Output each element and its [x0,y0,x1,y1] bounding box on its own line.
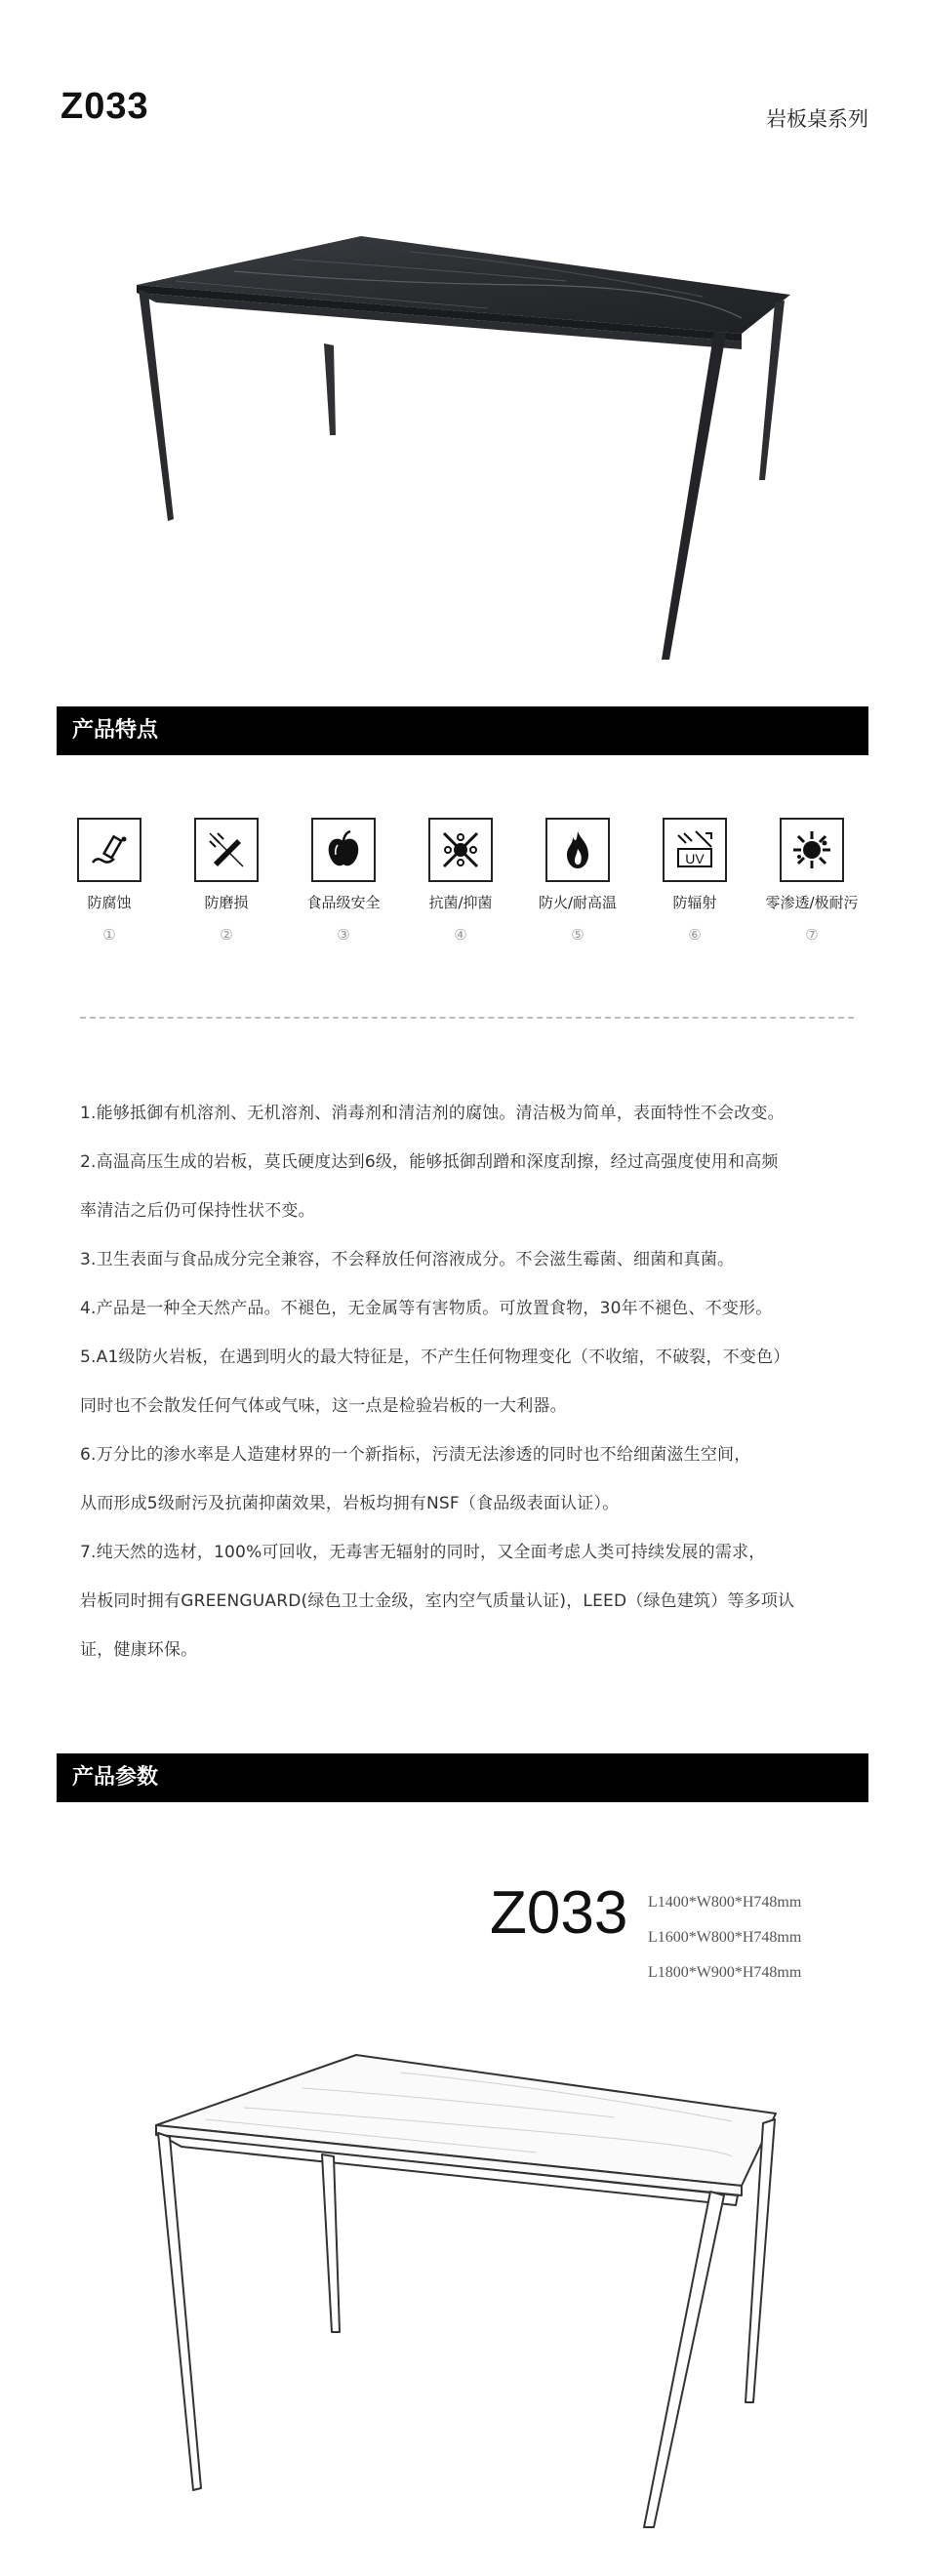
feature-label: 抗菌/抑菌 [428,894,493,911]
desc-line: 5.A1级防火岩板，在遇到明火的最大特征是，不产生任何物理变化（不收缩，不破裂，不变色） [80,1348,790,1367]
feature-anti-corrosion [51,818,168,944]
fire-resistant-icon [545,818,610,882]
feature-fire-resistant [519,818,636,944]
desc-line: 证，健康环保。 [80,1640,198,1660]
dimension-item: L1600*W800*H748mm [648,1929,802,1946]
svg-text:UV: UV [685,851,705,866]
wear-resistant-icon [194,818,259,882]
feature-label: 食品级安全 [306,894,381,911]
desc-line: 同时也不会散发任何气体或气味，这一点是检验岩板的一大利器。 [80,1396,567,1416]
feature-number: ⑤ [571,926,584,944]
feature-number: ⑦ [805,926,819,944]
feature-number: ③ [337,926,350,944]
model-title: Z033 [60,86,149,127]
desc-line: 2.高温高压生成的岩板，莫氏硬度达到6级，能够抵御刮蹭和深度刮擦，经过高强度使用和高频 [80,1152,779,1172]
feature-label: 零渗透/极耐污 [765,894,859,911]
feature-wear-resistant [168,818,285,944]
food-grade-apple-icon [311,818,376,882]
params-section-header: 产品参数 [57,1753,868,1802]
dark-marble-table-image [117,224,800,683]
feature-uv-protection [636,818,753,944]
feature-number: ① [102,926,116,944]
feature-number: ⑥ [688,926,702,944]
anti-corrosion-icon [77,818,141,882]
antibacterial-icon [428,818,493,882]
features-section-header: 产品特点 [57,706,868,755]
feature-antibacterial [402,818,519,944]
uv-protection-icon [663,818,727,882]
desc-line: 1.能够抵御有机溶剂、无机溶剂、消毒剂和清洁剂的腐蚀。清洁极为简单，表面特性不会改变。 [80,1104,785,1123]
series-name: 岩板桌系列 [766,107,868,131]
desc-line: 率清洁之后仍可保持性状不变。 [80,1201,315,1221]
feature-label: 防火/耐高温 [538,894,618,911]
dashed-divider [80,1017,854,1019]
stain-resistant-icon [780,818,844,882]
feature-description [80,1089,861,1674]
desc-line: 4.产品是一种全天然产品。不褪色，无金属等有害物质。可放置食物，30年不褪色、不变形。 [80,1299,773,1318]
desc-line: 6.万分比的渗水率是人造建材界的一个新指标，污渍无法渗透的同时也不给细菌滋生空间， [80,1445,751,1465]
desc-line: 3.卫生表面与食品成分完全兼容，不会释放任何溶液成分。不会滋生霉菌、细菌和真菌。 [80,1250,735,1269]
dimension-item: L1800*W900*H748mm [648,1964,802,1981]
feature-label: 防磨损 [204,894,249,911]
dimension-item: L1400*W800*H748mm [648,1894,802,1911]
params-model: Z033 [490,1879,628,1947]
dimension-list [648,1885,801,1991]
feature-number: ④ [454,926,467,944]
desc-line: 7.纯天然的选材，100%可回收，无毒害无辐射的同时，又全面考虑人类可持续发展的需求， [80,1543,766,1562]
feature-stain-resistant [753,818,870,944]
desc-line: 从而形成5级耐污及抗菌抑菌效果，岩板均拥有NSF（食品级表面认证）。 [80,1494,620,1513]
desc-line: 岩板同时拥有GREENGUARD(绿色卫士金级，室内空气质量认证)，LEED（绿色建筑）等多项认 [80,1591,795,1611]
feature-label: 防腐蚀 [87,894,132,911]
table-line-drawing [146,2039,790,2547]
feature-food-grade [285,818,402,944]
feature-label: 防辐射 [672,894,717,911]
feature-number: ② [220,926,233,944]
